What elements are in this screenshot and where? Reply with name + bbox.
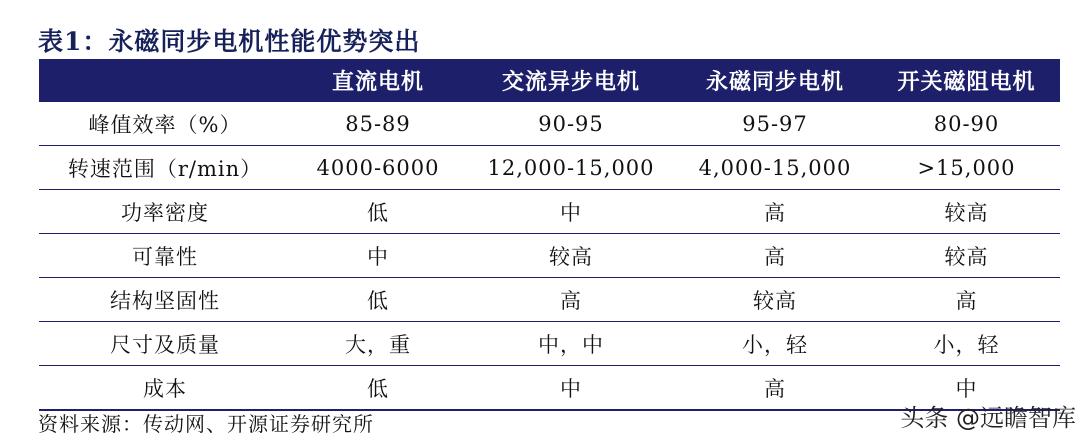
table-cell: 4,000-15,000 [677,146,873,190]
table-row [39,234,1060,278]
row-label: 功率密度 [39,190,291,234]
table-cell: 80-90 [873,102,1060,146]
table-title: 表1：永磁同步电机性能优势突出 [38,27,421,56]
table-cell: >15,000 [873,146,1060,190]
header-cell: 直流电机 [291,59,465,102]
table-cell: 中 [291,234,465,278]
row-label: 成本 [39,366,291,411]
table-cell: 中 [465,190,677,234]
table-cell: 90-95 [465,102,677,146]
table-row [39,146,1060,190]
table-cell: 低 [291,278,465,322]
table-cell: 高 [873,278,1060,322]
table-row [39,102,1060,146]
table-cell: 低 [291,366,465,411]
row-label: 结构坚固性 [39,278,291,322]
table-cell: 95-97 [677,102,873,146]
table-cell: 高 [677,234,873,278]
header-cell: 永磁同步电机 [677,59,873,102]
table-cell: 4000-6000 [291,146,465,190]
header-cell [39,59,291,102]
table-cell: 小，轻 [873,322,1060,366]
table-row [39,278,1060,322]
comparison-table [39,59,1060,411]
table-row [39,190,1060,234]
table-cell: 中 [465,366,677,411]
header-cell: 开关磁阻电机 [873,59,1060,102]
row-label: 峰值效率（%） [39,102,291,146]
header-cell: 交流异步电机 [465,59,677,102]
row-label: 可靠性 [39,234,291,278]
table-cell: 低 [291,190,465,234]
watermark: 头条 @远瞻智库 [900,404,1076,432]
table-cell: 较高 [873,234,1060,278]
table-header-row [39,59,1060,102]
table-cell: 高 [677,190,873,234]
table-cell: 较高 [873,190,1060,234]
table-cell: 12,000-15,000 [465,146,677,190]
table-cell: 中 [873,366,1060,411]
table-row [39,322,1060,366]
source-note: 资料来源：传动网、开源证券研究所 [38,412,374,436]
table-cell: 中，中 [465,322,677,366]
table-cell: 较高 [465,234,677,278]
table-cell: 85-89 [291,102,465,146]
table-cell: 高 [677,366,873,411]
table-cell: 小，轻 [677,322,873,366]
table-cell: 大，重 [291,322,465,366]
row-label: 转速范围（r/min） [39,146,291,190]
row-label: 尺寸及质量 [39,322,291,366]
table-cell: 较高 [677,278,873,322]
table-cell: 高 [465,278,677,322]
